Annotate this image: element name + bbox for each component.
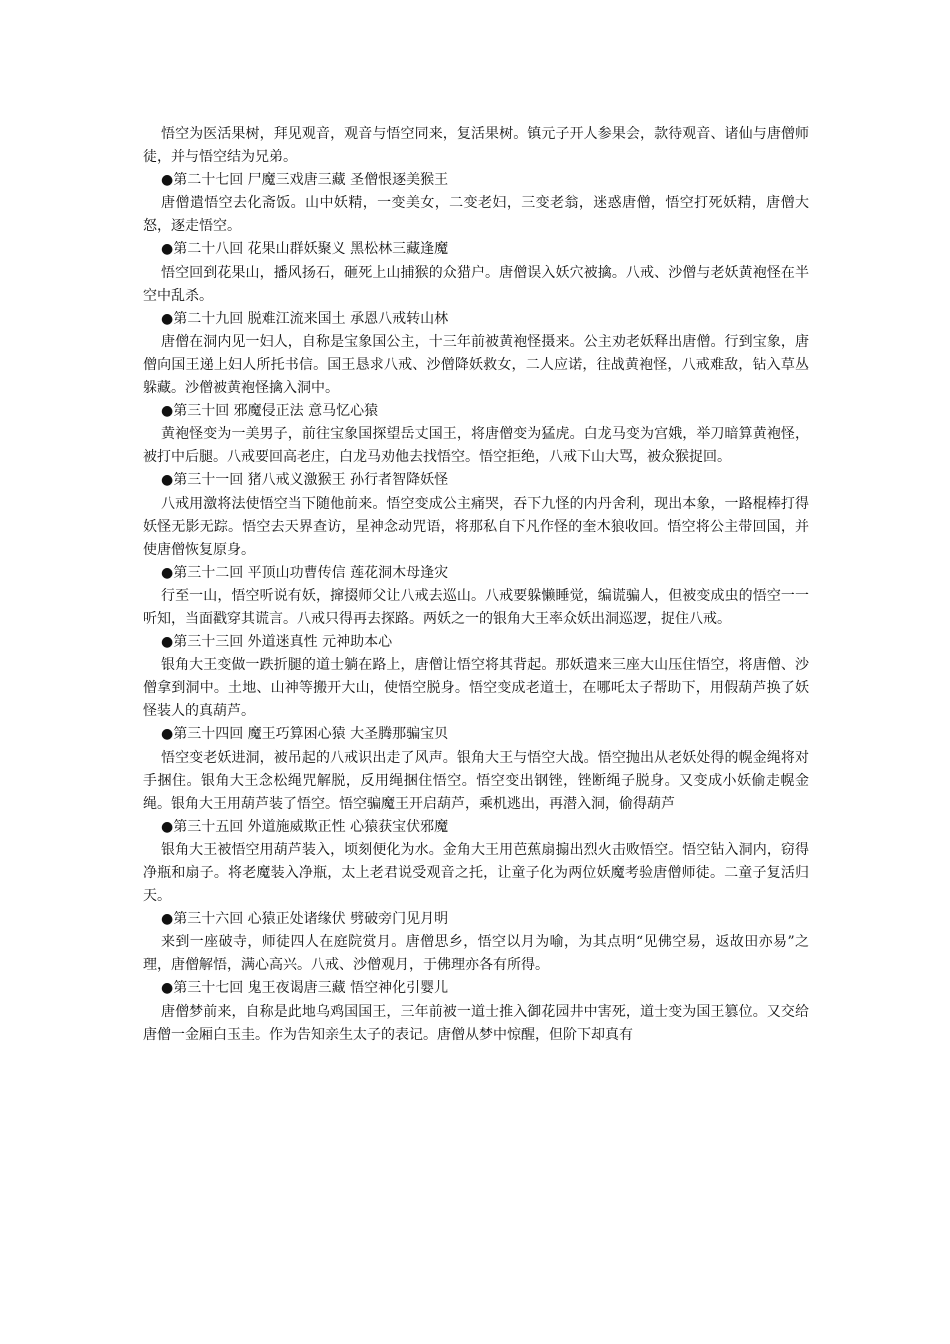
chapter-heading: ●第三十回 邪魔侵正法 意马忆心猿 (161, 403, 379, 420)
chapter-heading: ●第三十四回 魔王巧算困心猿 大圣腾那骗宝贝 (161, 726, 449, 743)
summary-paragraph: 黄袍怪变为一美男子，前往宝象国探望岳丈国王，将唐僧变为猛虎。白龙马变为宫娥，举刀暗算黄袍怪，被打中后腿。八戒要回高老庄，白龙马劝他去找悟空。悟空拒绝，八戒下山大骂，被众猴捉回。 (143, 426, 809, 466)
chapter-heading: ●第三十六回 心猿正处诸缘伏 劈破旁门见月明 (161, 911, 449, 928)
document-page (143, 123, 809, 1047)
summary-paragraph: 悟空变老妖进洞，被吊起的八戒识出走了风声。银角大王与悟空大战。悟空抛出从老妖处得的幌金绳将对手捆住。银角大王念松绳咒解脱，反用绳捆住悟空。悟空变出钢锉，锉断绳子脱身。又变成小妖偷走幌金绳。银角大王用葫芦装了悟空。悟空骗魔王开启葫芦，乘机逃出，再潜入洞，偷得葫芦 (143, 749, 809, 812)
summary-paragraph: 唐僧遣悟空去化斋饭。山中妖精，一变美女，二变老妇，三变老翁，迷惑唐僧，悟空打死妖精，唐僧大怒，逐走悟空。 (143, 195, 809, 235)
summary-paragraph: 银角大王变做一跌折腿的道士躺在路上，唐僧让悟空将其背起。那妖遣来三座大山压住悟空，将唐僧、沙僧拿到洞中。土地、山神等搬开大山，使悟空脱身。悟空变成老道士，在哪吒太子帮助下，用假葫芦换了妖怪装人的真葫芦。 (143, 657, 809, 720)
chapter-heading: ●第二十八回 花果山群妖聚义 黑松林三藏逢魔 (161, 241, 449, 258)
summary-paragraph: 悟空回到花果山，播风扬石，砸死上山捕猴的众猎户。唐僧误入妖穴被擒。八戒、沙僧与老妖黄袍怪在半空中乱杀。 (143, 264, 809, 304)
chapter-heading: ●第二十九回 脱难江流来国土 承恩八戒转山林 (161, 310, 449, 327)
summary-paragraph: 唐僧在洞内见一妇人，自称是宝象国公主，十三年前被黄袍怪摄来。公主劝老妖释出唐僧。行到宝象，唐僧向国王递上妇人所托书信。国王恳求八戒、沙僧降妖救女，二人应诺，往战黄袍怪，八戒难敌，钻入草丛躲藏。沙僧被黄袍怪擒入洞中。 (143, 333, 809, 397)
summary-paragraph: 来到一座破寺，师徒四人在庭院赏月。唐僧思乡，悟空以月为喻，为其点明“见佛空易，返故田亦易”之理，唐僧解悟，满心高兴。八戒、沙僧观月，于佛理亦各有所得。 (143, 934, 809, 974)
summary-paragraph: 银角大王被悟空用葫芦装入，顷刻便化为水。金角大王用芭蕉扇搧出烈火击败悟空。悟空钻入洞内，窃得净瓶和扇子。将老魔装入净瓶，太上老君说受观音之托，让童子化为两位妖魔考验唐僧师徒。二童子复活归天。 (143, 841, 809, 905)
chapter-heading: ●第三十七回 鬼王夜谒唐三藏 悟空神化引婴儿 (161, 980, 449, 997)
summary-paragraph: 八戒用激将法使悟空当下随他前来。悟空变成公主痛哭，吞下九怪的内丹舍利，现出本象，一路棍棒打得妖怪无影无踪。悟空去天界查访，星神念动咒语，将那私自下凡作怪的奎木狼收回。悟空将公主带回国，并使唐僧恢复原身。 (143, 495, 809, 558)
chapter-heading: ●第二十七回 尸魔三戏唐三藏 圣僧恨逐美猴王 (161, 172, 449, 189)
chapter-heading: ●第三十一回 猪八戒义激猴王 孙行者智降妖怪 (161, 472, 449, 489)
summary-paragraph: 行至一山，悟空听说有妖，撺掇师父让八戒去巡山。八戒要躲懒睡觉，编谎骗人，但被变成虫的悟空一一听知，当面戳穿其谎言。八戒只得再去探路。两妖之一的银角大王率众妖出洞巡逻，捉住八戒。 (143, 587, 809, 627)
summary-paragraph: 悟空为医活果树，拜见观音，观音与悟空同来，复活果树。镇元子开人参果会，款待观音、诸仙与唐僧师徒，并与悟空结为兄弟。 (143, 126, 809, 166)
summary-paragraph: 唐僧梦前来，自称是此地乌鸡国国王，三年前被一道士推入御花园井中害死，道士变为国王篡位。又交给唐僧一金厢白玉圭。作为告知亲生太子的表记。唐僧从梦中惊醒，但阶下却真有 (143, 1003, 809, 1043)
chapter-heading: ●第三十三回 外道迷真性 元神助本心 (161, 634, 393, 651)
chapter-heading: ●第三十五回 外道施威欺正性 心猿获宝伏邪魔 (161, 818, 449, 835)
chapter-heading: ●第三十二回 平顶山功曹传信 莲花洞木母逢灾 (161, 564, 449, 581)
